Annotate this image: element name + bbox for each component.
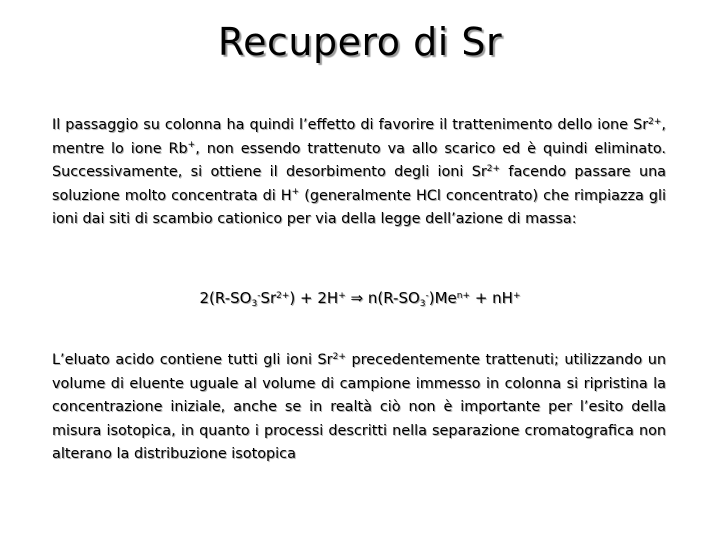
p1-sup-3: 2+	[486, 163, 501, 174]
p1-text-5: (generalmente HCl concentrato) che rimpiazza gli ioni dai siti di scambio cationico per via della legge dell’azione di massa:	[52, 187, 666, 228]
eq-sub-3b: 3	[419, 299, 426, 310]
p1-sup-4: +	[291, 187, 300, 198]
p1-sup-2: +	[187, 140, 196, 151]
eq-2h: ) + 2H	[289, 289, 339, 307]
p1-text-2: , mentre lo ione Rb	[52, 117, 666, 157]
p2-text-2: precedentemente trattenuti; utilizzando un volume di eluente uguale al volume di campione immesso in colonna si ripristina la concentrazione iniziale, anche se in realtà ciò non è importante per l’esito della misura isotopica, in quanto i processi descritti nella separazione cromatografica non alterano la distribuzione isotopica	[52, 352, 666, 463]
p1-sup-1: 2+	[648, 116, 662, 127]
paragraph-elution-intro	[52, 114, 666, 232]
eq-a: 2(R-SO	[199, 289, 252, 307]
eq-sup-minus-b: -	[425, 290, 429, 301]
eq-sup-nplus: n+	[456, 290, 471, 301]
chemical-equation	[0, 286, 720, 310]
eq-sup-plus-b: +	[512, 290, 521, 301]
eq-h: n(R-SO	[367, 289, 420, 307]
eq-sr: Sr	[260, 289, 277, 307]
p1-text-4: facendo passare una soluzione molto concentrata di H	[52, 164, 667, 204]
p1-text-3: , non essendo trattenuto va allo scarico ed è quindi eliminato. Successivamente, si ottiene il desorbimento degli ioni Sr	[52, 140, 666, 181]
slide-title: Recupero di Sr	[217, 20, 503, 64]
eq-sup-plus-a: +	[338, 290, 346, 301]
p2-text-1: L’eluato acido contiene tutti gli ioni Sr	[52, 352, 333, 368]
eq-nh: + nH	[470, 289, 513, 307]
eq-sup-2plus: 2+	[276, 290, 290, 301]
eq-sub-3a: 3	[251, 299, 258, 310]
p1-text-1: Il passaggio su colonna ha quindi l’effetto di favorire il trattenimento dello ione Sr	[52, 117, 649, 133]
eq-sup-minus-a: -	[257, 290, 261, 301]
eq-me: )Me	[428, 289, 457, 307]
eq-arrow-icon: ⇒	[345, 289, 368, 307]
paragraph-eluate	[52, 349, 666, 467]
p2-sup-1: 2+	[332, 351, 346, 362]
